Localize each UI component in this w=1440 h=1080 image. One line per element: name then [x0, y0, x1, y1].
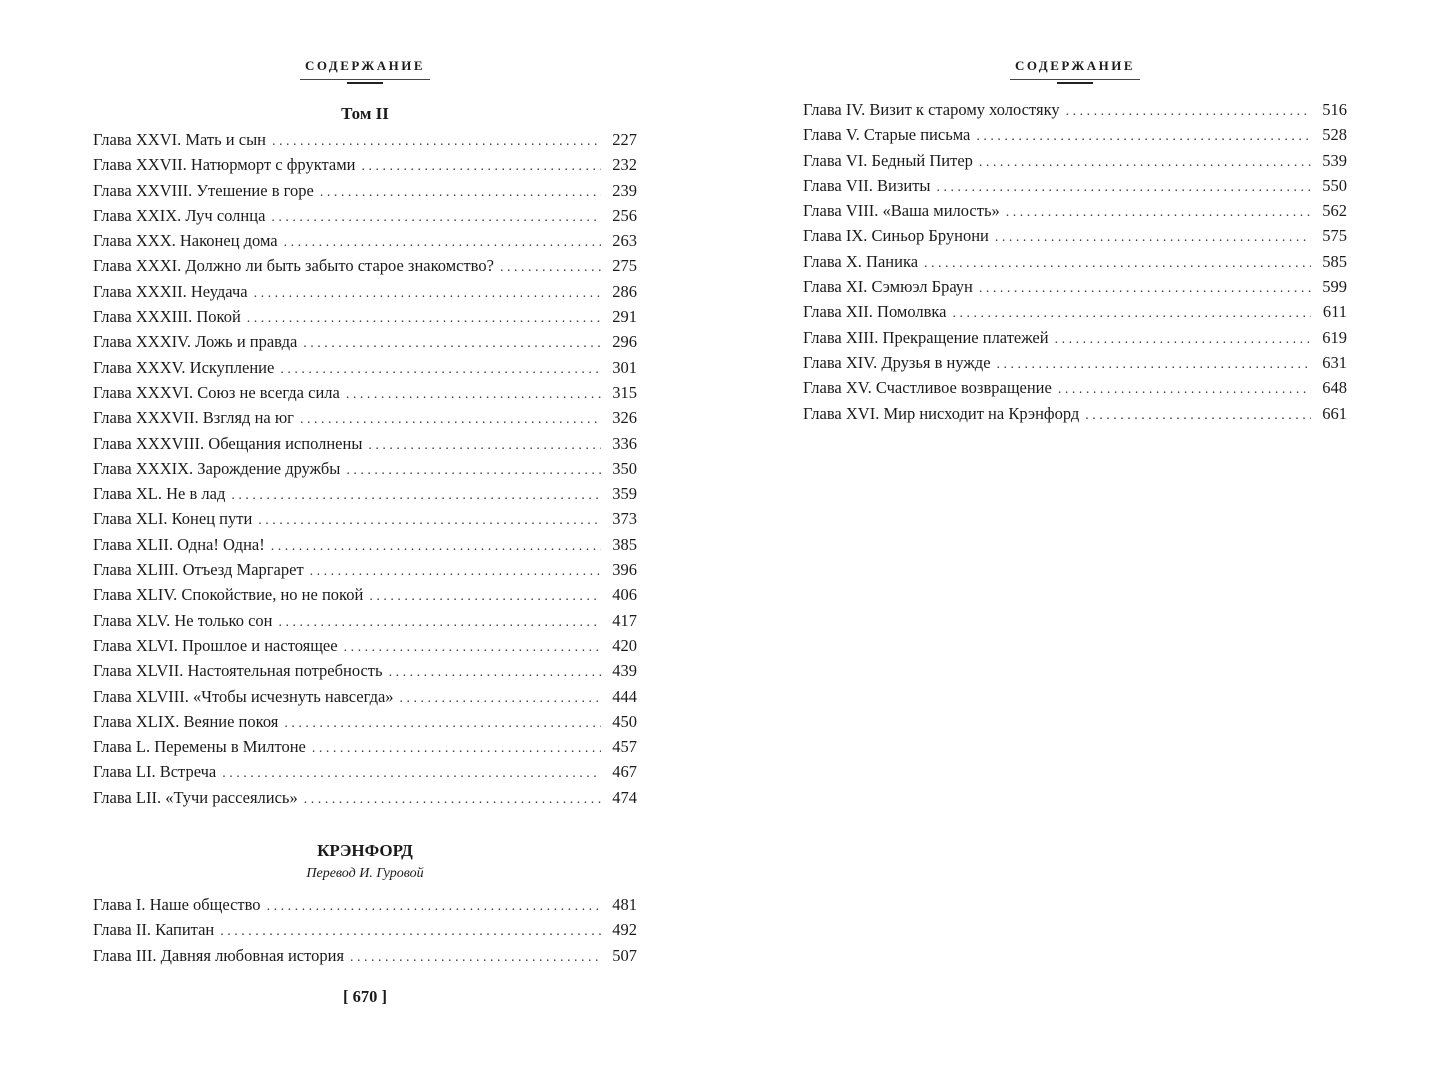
toc-entry-title: Глава XI. Сэмюэл Браун — [803, 277, 973, 297]
toc-entry — [803, 401, 1347, 426]
dot-leader — [1066, 99, 1311, 124]
toc-entry-title: Глава XXXVIII. Обещания исполнены — [93, 433, 363, 453]
toc-entry — [93, 917, 637, 942]
toc-entry — [93, 506, 637, 531]
dot-leader — [1006, 200, 1311, 225]
toc-entry-page: 315 — [612, 382, 637, 402]
toc-entry-title: Глава XXXIV. Ложь и правда — [93, 332, 298, 352]
dot-leader — [1058, 377, 1311, 402]
toc-entry — [93, 253, 637, 278]
dot-leader — [1085, 403, 1311, 428]
toc-entry-title: Глава XXXIX. Зарождение дружбы — [93, 458, 341, 478]
right-page — [803, 0, 1347, 1080]
toc-entry-page: 516 — [1322, 100, 1347, 119]
dot-leader — [500, 255, 601, 280]
toc-entry-title: Глава IX. Синьор Брунони — [803, 226, 989, 246]
toc-entry-page: 336 — [612, 433, 637, 453]
dot-leader — [952, 301, 1311, 326]
dot-leader — [979, 150, 1311, 175]
toc-entry-page: 474 — [612, 787, 637, 807]
toc-entry-page: 385 — [612, 534, 637, 554]
toc-entry-title: Глава XXXV. Искупление — [93, 357, 275, 377]
toc-entry-title: Глава LII. «Тучи рассеялись» — [93, 787, 298, 807]
page-number: [ 670 ] — [343, 987, 387, 1006]
toc-entry-title: Глава VII. Визиты — [803, 175, 931, 195]
toc-entry — [93, 557, 637, 582]
toc-entry — [93, 380, 637, 405]
toc-entry-page: 457 — [612, 737, 637, 757]
toc-entry — [93, 304, 637, 329]
toc-entry-page: 227 — [612, 130, 637, 149]
toc-entry-title: Глава XXVI. Мать и сын — [93, 130, 266, 149]
running-head: СОДЕРЖАНИЕ — [1014, 58, 1136, 73]
dot-leader — [258, 508, 601, 533]
toc-entry-title: Глава XXXVII. Взгляд на юг — [93, 408, 294, 428]
toc-entry — [93, 228, 637, 253]
toc-entry-page: 562 — [1322, 201, 1347, 221]
dot-leader — [997, 352, 1311, 377]
toc-entry — [93, 709, 637, 734]
toc-entry — [93, 481, 637, 506]
toc-entry — [93, 684, 637, 709]
dot-leader — [267, 894, 601, 919]
toc-entry-page: 406 — [612, 585, 637, 605]
toc-entry-page: 550 — [1322, 175, 1347, 195]
dot-leader — [284, 230, 601, 255]
toc-entry-title: Глава XVI. Мир нисходит на Крэнфорд — [803, 403, 1080, 423]
dot-leader — [346, 382, 601, 407]
toc-entry-page: 291 — [612, 307, 637, 327]
toc-entry — [803, 350, 1347, 375]
toc-entry — [803, 249, 1347, 274]
toc-list-cranford-continued — [803, 97, 1347, 426]
toc-entry-page: 481 — [612, 895, 637, 914]
dot-leader — [1055, 327, 1311, 352]
toc-entry — [93, 127, 637, 152]
running-head: СОДЕРЖАНИЕ — [304, 58, 426, 73]
toc-entry-page: 467 — [612, 762, 637, 782]
toc-entry-page: 492 — [612, 920, 637, 940]
toc-entry — [93, 785, 637, 810]
toc-entry — [803, 97, 1347, 122]
toc-entry-title: Глава XII. Помолвка — [803, 302, 947, 322]
dot-leader — [924, 251, 1311, 276]
toc-entry-title: Глава XLV. Не только сон — [93, 610, 273, 630]
toc-entry — [93, 608, 637, 633]
dot-leader — [279, 610, 601, 635]
toc-entry — [803, 173, 1347, 198]
toc-entry — [803, 148, 1347, 173]
toc-entry-title: Глава VI. Бедный Питер — [803, 150, 973, 170]
toc-entry-title: Глава XLII. Одна! Одна! — [93, 534, 265, 554]
toc-entry — [803, 375, 1347, 400]
toc-entry-title: Глава XLIX. Веяние покоя — [93, 711, 279, 731]
toc-entry-page: 575 — [1322, 226, 1347, 246]
toc-entry-title: Глава XLVIII. «Чтобы исчезнуть навсегда» — [93, 686, 394, 706]
toc-entry-page: 417 — [612, 610, 637, 630]
translator-credit: Перевод И. Гуровой — [306, 866, 424, 881]
toc-entry — [93, 329, 637, 354]
toc-entry — [93, 152, 637, 177]
toc-entry-title: Глава XLIV. Спокойствие, но не покой — [93, 585, 364, 605]
toc-entry-page: 585 — [1322, 251, 1347, 271]
toc-entry-title: Глава XLIII. Отъезд Маргарет — [93, 560, 304, 580]
toc-entry-page: 439 — [612, 661, 637, 681]
toc-entry-page: 263 — [612, 231, 637, 251]
dot-leader — [254, 281, 601, 306]
toc-entry-title: Глава XXXIII. Покой — [93, 307, 241, 327]
toc-entry-page: 275 — [612, 256, 637, 276]
toc-entry — [803, 122, 1347, 147]
dot-leader — [389, 660, 601, 685]
toc-entry — [93, 405, 637, 430]
dot-leader — [220, 919, 601, 944]
toc-entry-page: 528 — [1322, 125, 1347, 145]
dot-leader — [271, 205, 601, 230]
toc-entry-title: Глава XIII. Прекращение платежей — [803, 327, 1049, 347]
toc-entry — [93, 759, 637, 784]
dot-leader — [272, 129, 601, 154]
toc-entry-page: 326 — [612, 408, 637, 428]
dot-leader — [310, 559, 601, 584]
toc-entry-page: 359 — [612, 484, 637, 504]
toc-list-volume-2 — [93, 127, 637, 810]
toc-entry-page: 350 — [612, 458, 637, 478]
dot-leader — [369, 584, 601, 609]
toc-entry-title: Глава V. Старые письма — [803, 125, 971, 145]
dot-leader — [368, 433, 601, 458]
toc-entry-page: 539 — [1322, 150, 1347, 170]
toc-entry-title: Глава II. Капитан — [93, 920, 215, 940]
toc-entry-title: Глава LI. Встреча — [93, 762, 217, 782]
toc-entry-page: 239 — [612, 180, 637, 200]
volume-title: Том II — [341, 104, 389, 123]
toc-entry — [93, 658, 637, 683]
toc-entry — [93, 355, 637, 380]
toc-entry — [803, 299, 1347, 324]
head-rule — [300, 79, 430, 80]
toc-entry-title: Глава IV. Визит к старому холостяку — [803, 100, 1060, 119]
toc-entry — [803, 223, 1347, 248]
dot-leader — [320, 180, 601, 205]
dot-leader — [350, 945, 601, 970]
dot-leader — [344, 635, 601, 660]
dot-leader — [400, 686, 601, 711]
toc-entry-page: 648 — [1322, 378, 1347, 398]
toc-entry — [93, 431, 637, 456]
dot-leader — [346, 458, 601, 483]
toc-entry-title: Глава XXIX. Луч солнца — [93, 205, 266, 225]
toc-entry — [93, 633, 637, 658]
head-rule — [1010, 79, 1140, 80]
toc-entry-title: Глава XIV. Друзья в нужде — [803, 352, 991, 372]
dot-leader — [231, 483, 601, 508]
toc-entry-title: Глава III. Давняя любовная история — [93, 945, 345, 965]
toc-entry-title: Глава XL. Не в лад — [93, 484, 226, 504]
toc-entry — [93, 279, 637, 304]
toc-entry-title: Глава XXX. Наконец дома — [93, 231, 278, 251]
dot-leader — [222, 761, 601, 786]
toc-entry-page: 301 — [612, 357, 637, 377]
toc-list-cranford — [93, 892, 637, 968]
toc-entry-title: Глава XXXVI. Союз не всегда сила — [93, 382, 340, 402]
toc-entry-page: 450 — [612, 711, 637, 731]
toc-entry — [803, 274, 1347, 299]
toc-entry-title: Глава XLVI. Прошлое и настоящее — [93, 635, 338, 655]
dot-leader — [312, 736, 601, 761]
toc-entry-title: Глава XLI. Конец пути — [93, 509, 253, 529]
toc-entry — [93, 943, 637, 968]
toc-entry-page: 232 — [612, 155, 637, 175]
toc-entry-title: Глава XV. Счастливое возвращение — [803, 378, 1052, 398]
toc-entry — [93, 456, 637, 481]
toc-entry-page: 661 — [1322, 403, 1347, 423]
toc-entry-title: Глава VIII. «Ваша милость» — [803, 201, 1000, 221]
toc-entry-page: 420 — [612, 635, 637, 655]
toc-entry-page: 286 — [612, 281, 637, 301]
toc-entry-title: Глава X. Паника — [803, 251, 919, 271]
toc-entry-page: 373 — [612, 509, 637, 529]
dot-leader — [937, 175, 1311, 200]
toc-entry-page: 396 — [612, 560, 637, 580]
toc-entry-title: Глава L. Перемены в Милтоне — [93, 737, 306, 757]
dot-leader — [304, 787, 601, 812]
toc-entry — [93, 892, 637, 917]
toc-entry — [803, 325, 1347, 350]
left-page — [93, 0, 637, 1080]
toc-entry-title: Глава XXVII. Натюрморт с фруктами — [93, 155, 356, 175]
dot-leader — [976, 124, 1311, 149]
toc-entry — [93, 203, 637, 228]
dot-leader — [284, 711, 601, 736]
dot-leader — [362, 154, 601, 179]
toc-entry-page: 507 — [612, 945, 637, 965]
toc-entry — [93, 734, 637, 759]
dot-leader — [247, 306, 601, 331]
toc-entry-title: Глава XXVIII. Утешение в горе — [93, 180, 314, 200]
toc-entry-title: Глава XLVII. Настоятельная потребность — [93, 661, 383, 681]
toc-entry-page: 256 — [612, 205, 637, 225]
toc-entry-page: 296 — [612, 332, 637, 352]
toc-entry-page: 631 — [1322, 352, 1347, 372]
toc-entry-title: Глава I. Наше общество — [93, 895, 261, 914]
dot-leader — [303, 331, 601, 356]
toc-entry — [93, 178, 637, 203]
toc-entry-page: 444 — [612, 686, 637, 706]
dot-leader — [300, 407, 601, 432]
toc-entry-page: 611 — [1322, 302, 1347, 322]
toc-entry — [803, 198, 1347, 223]
dot-leader — [979, 276, 1311, 301]
dot-leader — [995, 225, 1311, 250]
dot-leader — [271, 534, 601, 559]
section-title: КРЭНФОРД — [317, 841, 413, 860]
toc-entry — [93, 532, 637, 557]
toc-entry-title: Глава XXXII. Неудача — [93, 281, 248, 301]
toc-entry-page: 599 — [1322, 277, 1347, 297]
toc-entry-page: 619 — [1322, 327, 1347, 347]
toc-entry — [93, 582, 637, 607]
toc-entry-title: Глава XXXI. Должно ли быть забыто старое знакомство? — [93, 256, 494, 276]
dot-leader — [280, 357, 601, 382]
